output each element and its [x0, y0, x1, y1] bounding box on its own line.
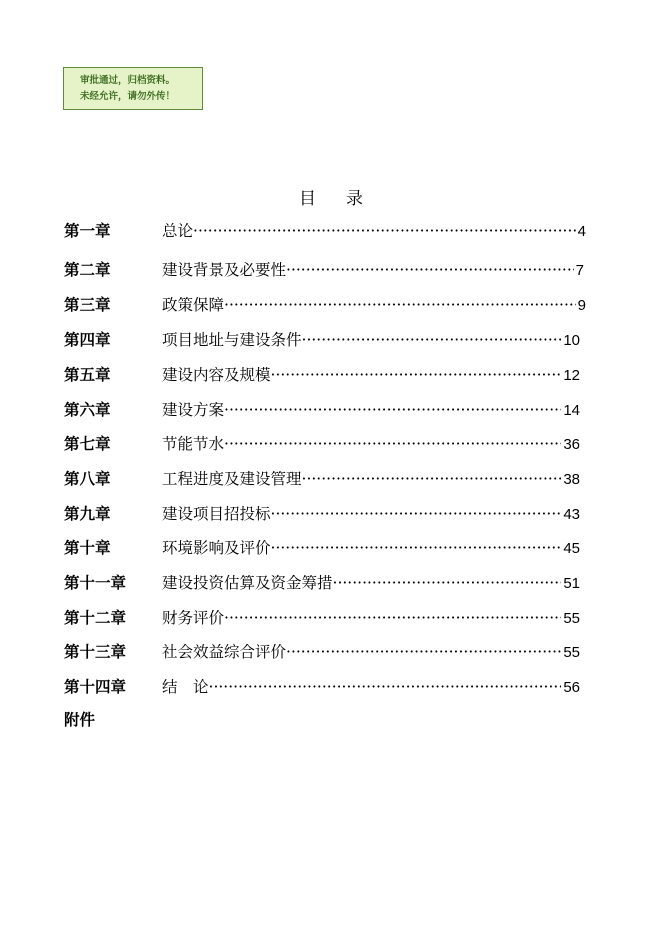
toc-title: 结 论 [162, 678, 209, 696]
toc-page: 9 [577, 297, 586, 314]
toc-title: 财务评价 [162, 609, 225, 627]
toc-title: 社会效益综合评价 [162, 643, 287, 661]
toc-page: 14 [563, 402, 580, 419]
toc-chapter: 第四章 [64, 330, 111, 349]
toc-page: 51 [563, 575, 580, 592]
toc-chapter: 第九章 [64, 504, 111, 523]
toc-entry[interactable] [64, 607, 594, 629]
toc-entry-line [162, 641, 580, 663]
toc-title: 总论 [162, 222, 194, 240]
toc-entry-line [162, 503, 580, 525]
toc-entry-line [162, 676, 580, 698]
toc-leader [224, 294, 576, 316]
toc-title: 工程进度及建设管理 [162, 470, 302, 488]
toc-leader [286, 259, 574, 281]
toc-entry-line [162, 329, 580, 351]
toc-entry[interactable] [64, 259, 594, 281]
toc-leader [271, 537, 562, 559]
toc-chapter: 第八章 [64, 469, 111, 488]
toc-chapter: 第七章 [64, 434, 111, 453]
toc-title: 节能节水 [162, 435, 225, 453]
toc-leader [224, 399, 561, 421]
toc-title: 政策保障 [162, 296, 225, 314]
toc-entry[interactable] [64, 399, 594, 421]
toc-chapter: 第十三章 [64, 642, 127, 661]
toc-entry[interactable] [64, 364, 594, 386]
toc-entry-line [162, 399, 580, 421]
toc-page: 55 [563, 644, 580, 661]
toc-leader [333, 572, 562, 594]
toc-entry[interactable] [64, 433, 594, 455]
toc-page: 55 [563, 610, 580, 627]
toc-leader [271, 364, 562, 386]
toc-entry[interactable] [64, 572, 594, 594]
toc-page: 4 [577, 223, 586, 240]
toc-entry[interactable] [64, 503, 594, 525]
toc-title: 环境影响及评价 [162, 539, 271, 557]
toc-entry-line [162, 294, 586, 316]
toc-title: 建设项目招投标 [162, 505, 271, 523]
toc-entry-line [162, 572, 580, 594]
stamp-line-2: 未经允许，请勿外传！ [80, 91, 176, 102]
toc-entry[interactable] [64, 294, 594, 316]
toc-title: 建设方案 [162, 401, 225, 419]
toc-title: 项目地址与建设条件 [162, 331, 302, 349]
toc-title: 建设背景及必要性 [162, 261, 287, 279]
toc-chapter: 第三章 [64, 295, 111, 314]
toc-leader [193, 220, 576, 242]
toc-entry-line [162, 468, 580, 490]
toc-page: 38 [563, 471, 580, 488]
toc-page: 7 [575, 262, 584, 279]
toc-heading-left: 目 [299, 189, 316, 209]
toc-leader [209, 676, 562, 698]
appendix-heading[interactable]: 附件 [64, 710, 96, 729]
toc-leader [302, 468, 562, 490]
toc-chapter: 第一章 [64, 221, 111, 240]
toc-entry-line [162, 259, 584, 281]
toc-chapter: 第十一章 [64, 573, 127, 592]
toc-leader [224, 607, 561, 629]
toc-entry[interactable] [64, 329, 594, 351]
toc-entry-line [162, 537, 580, 559]
toc-entry-line [162, 607, 580, 629]
toc-page: 45 [563, 540, 580, 557]
toc-chapter: 第十章 [64, 538, 111, 557]
toc-chapter: 第十四章 [64, 677, 127, 696]
toc-leader [224, 433, 561, 455]
toc-chapter: 第十二章 [64, 608, 127, 627]
toc-chapter: 第五章 [64, 365, 111, 384]
toc-title: 建设内容及规模 [162, 366, 271, 384]
toc-entry-line [162, 433, 580, 455]
toc-page: 36 [563, 436, 580, 453]
toc-entry[interactable] [64, 220, 586, 242]
stamp-line-1: 审批通过，归档资料。 [80, 75, 176, 86]
toc-leader [286, 641, 561, 663]
toc-entry-line [162, 220, 586, 242]
toc-entry[interactable] [64, 676, 594, 698]
toc-title: 建设投资估算及资金筹措 [162, 574, 333, 592]
toc-heading [0, 184, 662, 209]
toc-page: 56 [563, 679, 580, 696]
toc-entry[interactable] [64, 537, 594, 559]
toc-chapter: 第六章 [64, 400, 111, 419]
toc-chapter: 第二章 [64, 260, 111, 279]
toc-entry-line [162, 364, 580, 386]
toc-leader [271, 503, 562, 525]
toc-page: 43 [563, 506, 580, 523]
toc-entry[interactable] [64, 641, 594, 663]
toc-page: 10 [563, 332, 580, 349]
toc-leader [302, 329, 562, 351]
toc-entry[interactable] [64, 468, 594, 490]
toc-page: 12 [563, 367, 580, 384]
toc-heading-right: 录 [346, 189, 363, 209]
approval-stamp [63, 67, 203, 110]
